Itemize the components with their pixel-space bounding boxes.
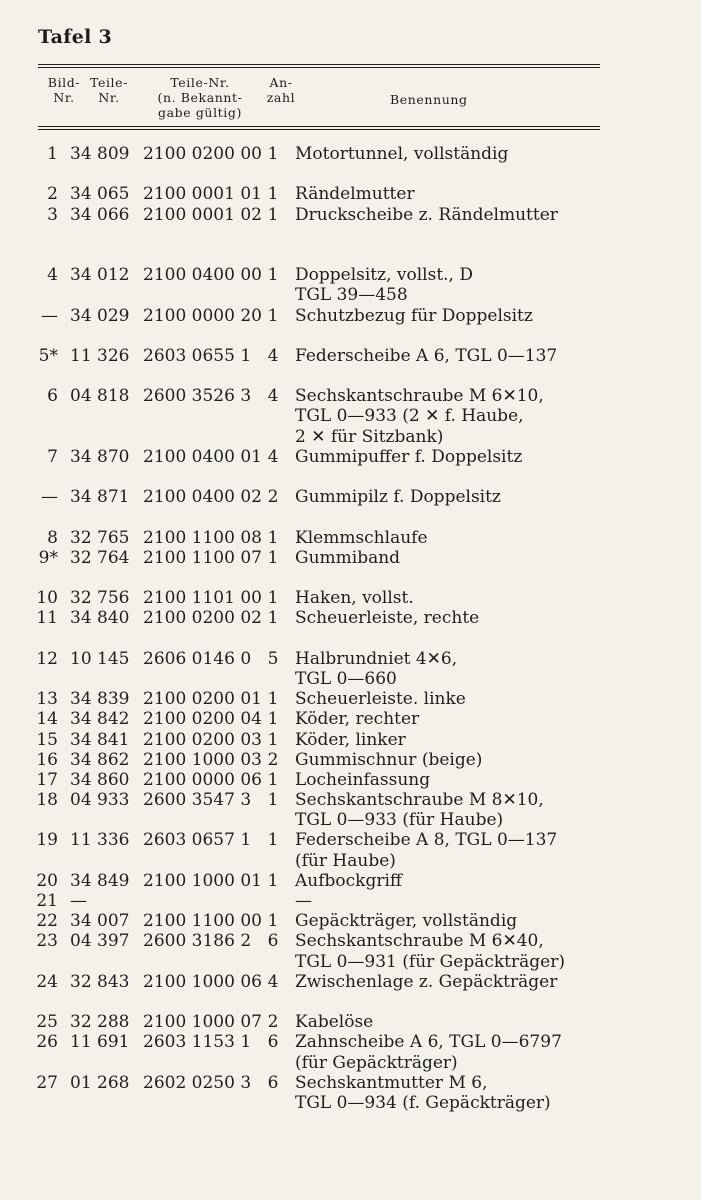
benennung-line: Locheinfassung <box>295 769 431 790</box>
table-row <box>0 265 701 305</box>
row-bild-nr: 3 <box>47 204 58 225</box>
benennung-line: TGL 0—931 (für Gepäckträger) <box>295 951 565 972</box>
benennung-line: Motortunnel, vollständig <box>295 144 509 164</box>
row-anzahl: 2 <box>267 749 279 770</box>
benennung-line: Zwischenlage z. Gepäckträger <box>295 971 558 992</box>
benennung-line: Scheuerleiste. linke <box>295 689 466 710</box>
row-benennung <box>295 1073 551 1113</box>
row-bild-nr: — <box>41 487 58 508</box>
row-bild-nr: 17 <box>36 769 58 790</box>
header-top-rule-2 <box>38 67 600 68</box>
row-bild-nr: 5* <box>38 345 58 366</box>
benennung-line: Köder, linker <box>295 729 406 750</box>
table-row <box>0 830 701 870</box>
row-teile-nr: 32 764 <box>70 547 130 568</box>
row-benennung <box>295 184 415 204</box>
benennung-line: Aufbockgriff <box>295 870 402 891</box>
header-anzahl: An- zahl <box>266 75 296 105</box>
benennung-line: (für Gepäckträger) <box>295 1052 458 1073</box>
row-anzahl: 6 <box>267 1032 279 1053</box>
row-benennung <box>295 144 508 164</box>
row-benennung <box>295 649 457 689</box>
row-bild-nr: 7 <box>47 446 58 467</box>
benennung-line: Gummischnur (beige) <box>295 749 483 770</box>
row-anzahl: 4 <box>267 971 279 992</box>
row-teile-nr-bekanntgabe: 2100 0000 06 <box>143 769 262 790</box>
row-anzahl: 1 <box>267 769 279 790</box>
table-row <box>0 871 701 891</box>
row-teile-nr-bekanntgabe: 2100 0200 00 <box>143 144 262 164</box>
row-benennung <box>295 306 533 326</box>
table-row <box>0 689 701 709</box>
benennung-line: Haken, vollst. <box>295 588 414 609</box>
row-anzahl: 1 <box>267 830 279 851</box>
row-bild-nr: 13 <box>36 689 58 710</box>
row-bild-nr: 19 <box>36 830 58 851</box>
row-teile-nr-bekanntgabe: 2100 1100 00 <box>143 911 262 932</box>
row-bild-nr: 1 <box>47 144 58 164</box>
table-row <box>0 911 701 931</box>
row-anzahl: 1 <box>267 588 279 609</box>
benennung-line: Federscheibe A 6, TGL 0—137 <box>295 345 558 366</box>
row-teile-nr: 11 336 <box>70 830 130 851</box>
benennung-line: Sechskantschraube M 6✕10, <box>295 386 544 407</box>
benennung-line: Doppelsitz, vollst., D <box>295 265 473 286</box>
row-bild-nr: 22 <box>36 911 58 932</box>
row-teile-nr-bekanntgabe: 2606 0146 0 <box>143 648 252 669</box>
table-row <box>0 770 701 790</box>
row-bild-nr: 10 <box>36 588 58 609</box>
row-benennung <box>295 891 312 911</box>
row-benennung <box>295 770 430 790</box>
row-benennung <box>295 386 544 447</box>
row-teile-nr-bekanntgabe: 2100 0200 02 <box>143 608 262 629</box>
benennung-line: Sechskantmutter M 6, <box>295 1072 488 1093</box>
row-bild-nr: 2 <box>47 184 58 205</box>
page-title: Tafel 3 <box>38 26 113 48</box>
row-teile-nr: 34 065 <box>70 184 130 205</box>
row-anzahl: 1 <box>267 790 279 811</box>
row-benennung <box>295 205 558 225</box>
row-anzahl: 2 <box>267 487 279 508</box>
benennung-line: Schutzbezug für Doppelsitz <box>295 305 533 326</box>
row-benennung <box>295 1012 373 1032</box>
row-benennung <box>295 730 406 750</box>
header-bild-nr: Bild- Nr. <box>47 75 81 105</box>
row-anzahl: 1 <box>267 184 279 205</box>
benennung-line: Köder, rechter <box>295 709 420 730</box>
benennung-line: (für Haube) <box>295 850 396 871</box>
table-row <box>0 649 701 689</box>
row-bild-nr: 26 <box>36 1032 58 1053</box>
row-teile-nr-bekanntgabe: 2100 1100 07 <box>143 547 262 568</box>
row-teile-nr: 34 066 <box>70 204 130 225</box>
table-row <box>0 709 701 729</box>
benennung-line: — <box>295 891 312 912</box>
row-bild-nr: — <box>41 305 58 326</box>
row-bild-nr: 4 <box>47 265 58 286</box>
benennung-line: Klemmschlaufe <box>295 527 428 548</box>
row-teile-nr: 11 691 <box>70 1032 130 1053</box>
row-benennung <box>295 1032 562 1072</box>
row-anzahl: 6 <box>267 931 279 952</box>
row-teile-nr: 34 842 <box>70 709 130 730</box>
row-bild-nr: 20 <box>36 870 58 891</box>
benennung-line: 2 ✕ für Sitzbank) <box>295 426 444 447</box>
row-benennung <box>295 790 544 830</box>
row-anzahl: 1 <box>267 265 279 286</box>
benennung-line: Halbrundniet 4✕6, <box>295 648 458 669</box>
row-anzahl: 1 <box>267 870 279 891</box>
row-bild-nr: 25 <box>36 1012 58 1033</box>
row-teile-nr-bekanntgabe: 2100 1100 08 <box>143 527 262 548</box>
row-anzahl: 1 <box>267 608 279 629</box>
row-benennung <box>295 487 501 507</box>
row-anzahl: 4 <box>267 446 279 467</box>
row-benennung <box>295 689 466 709</box>
table-row <box>0 1012 701 1032</box>
row-bild-nr: 18 <box>36 790 58 811</box>
row-benennung <box>295 608 479 628</box>
row-bild-nr: 6 <box>47 386 58 407</box>
row-anzahl: 5 <box>267 648 279 669</box>
benennung-line: Rändelmutter <box>295 184 415 205</box>
benennung-line: Kabelöse <box>295 1012 374 1033</box>
row-teile-nr-bekanntgabe: 2100 0400 00 <box>143 265 262 286</box>
table-row <box>0 608 701 628</box>
benennung-line: Zahnscheibe A 6, TGL 0—6797 <box>295 1032 562 1053</box>
row-teile-nr-bekanntgabe: 2600 3186 2 <box>143 931 252 952</box>
row-anzahl: 1 <box>267 204 279 225</box>
row-teile-nr: 34 862 <box>70 749 130 770</box>
row-anzahl: 1 <box>267 144 279 164</box>
benennung-line: Gummiband <box>295 547 401 568</box>
header-teile-nr: Teile- Nr. <box>90 75 128 105</box>
table-row <box>0 205 701 225</box>
table-row <box>0 972 701 992</box>
row-teile-nr: 32 288 <box>70 1012 130 1033</box>
row-benennung <box>295 346 557 366</box>
row-teile-nr: 34 841 <box>70 729 130 750</box>
benennung-line: Gummipilz f. Doppelsitz <box>295 487 501 508</box>
row-bild-nr: 11 <box>36 608 58 629</box>
row-anzahl: 1 <box>267 729 279 750</box>
row-bild-nr: 16 <box>36 749 58 770</box>
row-teile-nr: 34 007 <box>70 911 130 932</box>
row-teile-nr-bekanntgabe: 2100 0400 01 <box>143 446 262 467</box>
benennung-line: Scheuerleiste, rechte <box>295 608 480 629</box>
row-anzahl: 4 <box>267 345 279 366</box>
row-benennung <box>295 871 402 891</box>
row-benennung <box>295 588 414 608</box>
row-benennung <box>295 528 428 548</box>
row-anzahl: 1 <box>267 911 279 932</box>
row-benennung <box>295 265 473 305</box>
row-anzahl: 1 <box>267 689 279 710</box>
table-row <box>0 447 701 467</box>
row-teile-nr-bekanntgabe: 2100 1000 06 <box>143 971 262 992</box>
benennung-line: Druckscheibe z. Rändelmutter <box>295 204 558 225</box>
row-anzahl: 2 <box>267 1012 279 1033</box>
benennung-line: TGL 0—933 (2 ✕ f. Haube, <box>295 406 524 427</box>
row-teile-nr: 32 765 <box>70 527 130 548</box>
row-anzahl: 1 <box>267 709 279 730</box>
row-teile-nr-bekanntgabe: 2603 1153 1 <box>143 1032 252 1053</box>
table-row <box>0 346 701 366</box>
row-teile-nr: 32 843 <box>70 971 130 992</box>
row-teile-nr-bekanntgabe: 2100 0200 01 <box>143 689 262 710</box>
row-teile-nr: 10 145 <box>70 648 130 669</box>
row-bild-nr: 12 <box>36 648 58 669</box>
row-anzahl: 1 <box>267 547 279 568</box>
row-teile-nr: 04 397 <box>70 931 130 952</box>
row-teile-nr: 04 818 <box>70 386 130 407</box>
row-bild-nr: 21 <box>36 891 58 912</box>
table-row <box>0 528 701 548</box>
row-bild-nr: 8 <box>47 527 58 548</box>
row-anzahl: 4 <box>267 386 279 407</box>
table-row <box>0 588 701 608</box>
row-benennung <box>295 931 565 971</box>
row-benennung <box>295 548 400 568</box>
table-row <box>0 750 701 770</box>
row-teile-nr-bekanntgabe: 2100 0200 04 <box>143 709 262 730</box>
row-benennung <box>295 709 419 729</box>
row-teile-nr: 34 840 <box>70 608 130 629</box>
row-teile-nr: 34 012 <box>70 265 130 286</box>
header-bottom-rule-2 <box>38 129 600 130</box>
row-benennung <box>295 830 557 870</box>
row-teile-nr-bekanntgabe: 2100 1101 00 <box>143 588 262 609</box>
benennung-line: Gummipuffer f. Doppelsitz <box>295 446 523 467</box>
row-teile-nr-bekanntgabe: 2100 0001 02 <box>143 204 262 225</box>
row-teile-nr: 32 756 <box>70 588 130 609</box>
row-teile-nr: 11 326 <box>70 345 130 366</box>
row-teile-nr-bekanntgabe: 2100 1000 07 <box>143 1012 262 1033</box>
table-row <box>0 1032 701 1072</box>
benennung-line: TGL 0—934 (f. Gepäckträger) <box>295 1092 551 1113</box>
parts-table <box>0 144 701 1113</box>
row-teile-nr-bekanntgabe: 2600 3526 3 <box>143 386 252 407</box>
row-anzahl: 1 <box>267 527 279 548</box>
row-bild-nr: 24 <box>36 971 58 992</box>
row-teile-nr-bekanntgabe: 2100 0001 01 <box>143 184 262 205</box>
table-row <box>0 1073 701 1113</box>
row-anzahl: 1 <box>267 305 279 326</box>
row-benennung <box>295 750 482 770</box>
benennung-line: TGL 39—458 <box>295 285 408 306</box>
row-teile-nr: 34 029 <box>70 305 130 326</box>
row-teile-nr: 34 849 <box>70 870 130 891</box>
row-benennung <box>295 911 517 931</box>
table-row <box>0 184 701 204</box>
row-teile-nr: 01 268 <box>70 1072 130 1093</box>
benennung-line: TGL 0—660 <box>295 668 397 689</box>
row-teile-nr: 34 839 <box>70 689 130 710</box>
table-row <box>0 790 701 830</box>
table-row <box>0 548 701 568</box>
table-row <box>0 144 701 164</box>
header-bottom-rule <box>38 126 600 127</box>
header-benennung: Benennung <box>390 92 468 107</box>
row-bild-nr: 15 <box>36 729 58 750</box>
benennung-line: Federscheibe A 8, TGL 0—137 <box>295 830 558 851</box>
row-teile-nr-bekanntgabe: 2100 0000 20 <box>143 305 262 326</box>
header-teile-nr-bekanntgabe: Teile-Nr. (n. Bekannt- gabe gültig) <box>157 75 243 120</box>
table-row <box>0 891 701 911</box>
table-row <box>0 386 701 447</box>
row-bild-nr: 27 <box>36 1072 58 1093</box>
row-benennung <box>295 972 557 992</box>
table-row <box>0 931 701 971</box>
table-row <box>0 730 701 750</box>
row-teile-nr-bekanntgabe: 2100 1000 03 <box>143 749 262 770</box>
row-bild-nr: 9* <box>38 547 58 568</box>
row-teile-nr-bekanntgabe: 2602 0250 3 <box>143 1072 252 1093</box>
row-teile-nr-bekanntgabe: 2603 0657 1 <box>143 830 252 851</box>
row-bild-nr: 23 <box>36 931 58 952</box>
row-teile-nr-bekanntgabe: 2600 3547 3 <box>143 790 252 811</box>
row-benennung <box>295 447 522 467</box>
benennung-line: Sechskantschraube M 8✕10, <box>295 790 544 811</box>
row-teile-nr: — <box>70 891 87 912</box>
benennung-line: TGL 0—933 (für Haube) <box>295 810 504 831</box>
table-row <box>0 306 701 326</box>
row-teile-nr-bekanntgabe: 2100 1000 01 <box>143 870 262 891</box>
row-teile-nr-bekanntgabe: 2100 0400 02 <box>143 487 262 508</box>
row-teile-nr: 34 809 <box>70 144 130 164</box>
row-teile-nr: 34 871 <box>70 487 130 508</box>
row-teile-nr: 04 933 <box>70 790 130 811</box>
row-bild-nr: 14 <box>36 709 58 730</box>
header-top-rule <box>38 64 600 65</box>
row-teile-nr: 34 870 <box>70 446 130 467</box>
table-row <box>0 487 701 507</box>
benennung-line: Gepäckträger, vollständig <box>295 911 518 932</box>
row-anzahl: 6 <box>267 1072 279 1093</box>
row-teile-nr: 34 860 <box>70 769 130 790</box>
benennung-line: Sechskantschraube M 6✕40, <box>295 931 544 952</box>
row-teile-nr-bekanntgabe: 2603 0655 1 <box>143 345 252 366</box>
row-teile-nr-bekanntgabe: 2100 0200 03 <box>143 729 262 750</box>
